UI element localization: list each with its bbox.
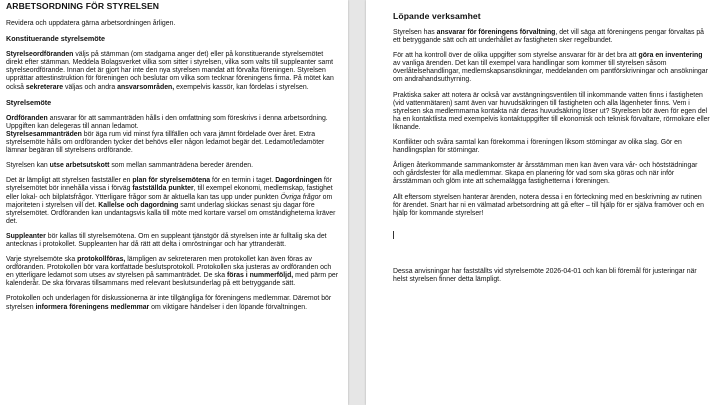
document-title: ARBETSORDNING FÖR STYRELSEN [6, 1, 160, 11]
paragraph-praktiska[interactable]: Praktiska saker att notera är också var avstängningsventilen till inkommande vatten finns i fastigheten (vid vattenmätaren) samt även var huvudsäkringen till fastigheten och alla lägenheter finns. Vem i styrelsen ska medlemmarna kontakta när deras huvudsäkring löser ut? Styrelsen bör även för egen del ha en kontaktlista med exempelvis kontaktuppgifter till ekonomisk och teknisk förvaltare, rörmokare eller liknande. [393, 91, 710, 131]
paragraph-ordforanden[interactable]: Ordföranden ansvarar för att sammanträden hålls i den omfattning som föreskrivs i denna arbetsordning. Uppgiften kan delegeras till annan ledamot. Styrelsesammanträden bör äga rum vid minst fyra tillfällen och vara jämnt fördelade över året. Extra styrelsemöte hålls om ordföranden tycker det behövs eller någon ledamot begär det. Ledamot/ledamöter lämnar begäran till styrelsens ordförande. [6, 114, 328, 155]
paragraph-faststallt[interactable]: Dessa anvisningar har fastställts vid styrelsemöte 2026-04-01 och kan bli föremål för justeringar när helst styrelsen finner detta lämpligt. [393, 267, 697, 283]
paragraph-arbetsutskott[interactable]: Styrelsen kan utse arbetsutskott som mellan sammanträdena bereder ärenden. [6, 162, 254, 170]
paragraph-forteckning[interactable]: Allt eftersom styrelsen hanterar ärenden, notera dessa i en förteckning med en beskrivning av rutinen för ärendet. Snart har ni en välmatad arbetsordning att gå efter – till hjälp för er själva framöver och en hjälp för kommande styrelser! [393, 193, 705, 217]
paragraph-konflikter[interactable]: Konflikter och svåra samtal kan förekomma i föreningen liksom störningar av olika slag. Gör en handlingsplan för störningar. [393, 139, 682, 155]
paragraph-information[interactable]: Protokollen och underlagen för diskussionerna är inte tillgängliga för föreningens medlemmar. Däremot bör styrelsen informera föreningens medlemmar om viktigare händelser i den löpande förvaltningen. [6, 295, 332, 311]
page-left-content [6, 0, 340, 319]
paragraph-konstituerande[interactable]: Styrelseordföranden väljs på stämman (om stadgarna anger det) eller på konstituerande styrelsemötet direkt efter stämman. Meddela Bolagsverket vilka som sitter i styrelsen, vilka som valts till suppleanter samt styrelseordförande. Innan det är gjort har inte den nya styrelsen mandat att förvalta föreningen. Styrelsen upprättar attestinstruktion för föreningen och beslutar om vilka som tecknar föreningens firma. På mötet kan också sekreterare väljas och andra ansvarsområden, exempelvis kassör, kan fördelas i styrelsen. [6, 51, 334, 91]
document-page-right [366, 0, 720, 405]
page-right-content [393, 0, 710, 291]
paragraph-forvaltning[interactable]: Styrelsen has ansvarar för föreningens förvaltning, det vill säga att föreningens pengar förvaltas på ett betryggande sätt och att underhållet av fastigheten sker regelbundet. [393, 29, 704, 45]
document-page-left [0, 0, 348, 405]
intro-paragraph[interactable]: Revidera och uppdatera gärna arbetsordningen årligen. [6, 20, 176, 27]
paragraph-suppleanter[interactable]: Suppleanter bör kallas till styrelsemötena. Om en suppleant tjänstgör då styrelsen inte är fulltalig ska det antecknas i protokollet. Suppleanten har då rätt att delta i omröstningar och har yttranderätt. [6, 232, 327, 248]
text-cursor [393, 231, 394, 239]
paragraph-inventering[interactable]: För att ha kontroll över de olika uppgifter som styrelse ansvarar för är det bra att göra en inventering av vanliga ärenden. Det kan till exempel vara handlingar som kommer till styrelsen såsom överlåtelsehandlingar, medlemskapsansökningar, meddelanden om pantförskrivningar och ansökningar om andrahandsuthyrning. [393, 52, 708, 84]
heading-konstituerande[interactable]: Konstituerande styrelsemöte [6, 34, 106, 44]
paragraph-protokoll[interactable]: Varje styrelsemöte ska protokollföras, lämpligen av sekreteraren men protokollet kan även föras av ordföranden. Protokollen bör vara kortfattade beslutsprotokoll. Protokollen ska justeras av ordföranden och en ytterligare ledamot som utses av styrelsen på sammanträdet. De ska föras i nummerföljd, med pärm per kalenderår. De ska förvaras tillsammans med relevant beslutsunderlag på ett betryggande sätt. [6, 256, 339, 288]
paragraph-sammankomster[interactable]: Årligen återkommande sammankomster är årsstämman men kan även vara vår- och höststädningar och gårdsfester för alla medlemmar. Skapa en planering för vad som ska göras och när inför årsstämman och glöm inte att schemalägga fastighetterna i föreningen. [393, 162, 698, 186]
heading-styrelsemote[interactable]: Styrelsemöte [6, 97, 52, 107]
paragraph-plan[interactable]: Det är lämpligt att styrelsen fastställer en plan för styrelsemötena för en termin i taget. Dagordningen för styrelsemötet bör innehålla vissa i förväg fastställda punkter, till exempel ekonomi, medlemskap, fastighet eller lokal- och bilplatsfrågor. Ytterligare frågor som är aktuella kan tas upp under punkten Övriga frågor om majoriteten i styrelsen vill det. Kallelse och dagordning samt underlag skickas senast sju dagar före styrelsemötet. Ordföranden kan undantagsvis kalla till möte med kortare varsel om omständigheterna kräver det. [6, 177, 336, 225]
section-title-lopande[interactable]: Löpande verksamhet [393, 11, 481, 21]
